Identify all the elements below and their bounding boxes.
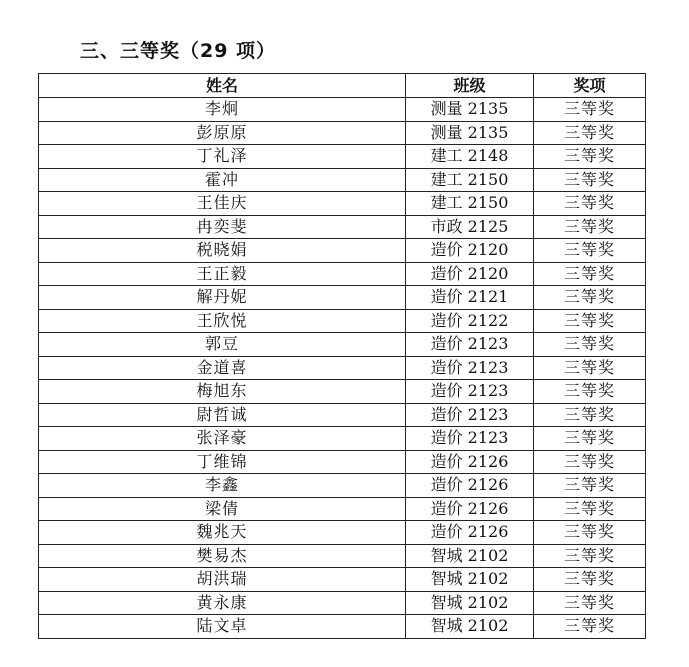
table-row (39, 262, 646, 286)
table-row (39, 98, 646, 122)
table-body (39, 98, 646, 639)
class-cell: 造价 2123 (406, 333, 534, 357)
section-title: 三、三等奖（29 项） (80, 40, 277, 62)
class-cell: 造价 2122 (406, 309, 534, 333)
award-cell: 三等奖 (534, 192, 646, 216)
class-cell: 智城 2102 (406, 568, 534, 592)
table-row (39, 286, 646, 310)
award-cell: 三等奖 (534, 497, 646, 521)
table-row (39, 168, 646, 192)
award-cell: 三等奖 (534, 474, 646, 498)
award-cell: 三等奖 (534, 309, 646, 333)
student-name-cell: 李炯 (39, 98, 406, 122)
class-cell: 智城 2102 (406, 615, 534, 639)
class-cell: 造价 2126 (406, 497, 534, 521)
student-name-cell: 王正毅 (39, 262, 406, 286)
table-row (39, 215, 646, 239)
student-name-cell: 樊易杰 (39, 544, 406, 568)
class-cell: 造价 2120 (406, 262, 534, 286)
table-row (39, 568, 646, 592)
student-name-cell: 解丹妮 (39, 286, 406, 310)
class-cell: 造价 2121 (406, 286, 534, 310)
student-name-cell: 魏兆天 (39, 521, 406, 545)
table-row (39, 192, 646, 216)
table-row (39, 121, 646, 145)
class-cell: 造价 2123 (406, 356, 534, 380)
table-row (39, 239, 646, 263)
class-cell: 造价 2126 (406, 474, 534, 498)
student-name-cell: 尉哲诚 (39, 403, 406, 427)
award-cell: 三等奖 (534, 145, 646, 169)
table-row (39, 333, 646, 357)
class-cell: 造价 2123 (406, 427, 534, 451)
award-cell: 三等奖 (534, 98, 646, 122)
table-row (39, 474, 646, 498)
award-cell: 三等奖 (534, 380, 646, 404)
table-row (39, 450, 646, 474)
student-name-cell: 梅旭东 (39, 380, 406, 404)
student-name-cell: 胡洪瑞 (39, 568, 406, 592)
student-name-cell: 王欣悦 (39, 309, 406, 333)
class-cell: 测量 2135 (406, 98, 534, 122)
class-cell: 市政 2125 (406, 215, 534, 239)
class-cell: 建工 2150 (406, 192, 534, 216)
student-name-cell: 霍冲 (39, 168, 406, 192)
class-cell: 造价 2120 (406, 239, 534, 263)
student-name-cell: 张泽豪 (39, 427, 406, 451)
award-cell: 三等奖 (534, 215, 646, 239)
student-name-cell: 梁倩 (39, 497, 406, 521)
class-cell: 造价 2123 (406, 380, 534, 404)
award-cell: 三等奖 (534, 262, 646, 286)
student-name-cell: 王佳庆 (39, 192, 406, 216)
table-row (39, 427, 646, 451)
header-class: 班级 (406, 74, 534, 98)
student-name-cell: 丁维锦 (39, 450, 406, 474)
table-row (39, 591, 646, 615)
awards-table (38, 73, 646, 639)
class-cell: 造价 2123 (406, 403, 534, 427)
class-cell: 建工 2148 (406, 145, 534, 169)
student-name-cell: 丁礼泽 (39, 145, 406, 169)
class-cell: 智城 2102 (406, 544, 534, 568)
award-cell: 三等奖 (534, 568, 646, 592)
table-row (39, 521, 646, 545)
table-header-row (39, 74, 646, 98)
student-name-cell: 冉奕斐 (39, 215, 406, 239)
table-row (39, 145, 646, 169)
award-cell: 三等奖 (534, 333, 646, 357)
table-row (39, 615, 646, 639)
table-row (39, 497, 646, 521)
award-cell: 三等奖 (534, 286, 646, 310)
award-cell: 三等奖 (534, 239, 646, 263)
award-cell: 三等奖 (534, 615, 646, 639)
award-cell: 三等奖 (534, 427, 646, 451)
table-row (39, 544, 646, 568)
class-cell: 智城 2102 (406, 591, 534, 615)
class-cell: 造价 2126 (406, 521, 534, 545)
award-cell: 三等奖 (534, 450, 646, 474)
student-name-cell: 陆文卓 (39, 615, 406, 639)
student-name-cell: 彭原原 (39, 121, 406, 145)
header-award: 奖项 (534, 74, 646, 98)
table-row (39, 356, 646, 380)
student-name-cell: 郭豆 (39, 333, 406, 357)
student-name-cell: 李鑫 (39, 474, 406, 498)
award-cell: 三等奖 (534, 356, 646, 380)
award-cell: 三等奖 (534, 521, 646, 545)
student-name-cell: 金道喜 (39, 356, 406, 380)
award-cell: 三等奖 (534, 168, 646, 192)
class-cell: 造价 2126 (406, 450, 534, 474)
table-row (39, 403, 646, 427)
student-name-cell: 黄永康 (39, 591, 406, 615)
table-row (39, 380, 646, 404)
award-cell: 三等奖 (534, 403, 646, 427)
award-cell: 三等奖 (534, 591, 646, 615)
award-cell: 三等奖 (534, 121, 646, 145)
table-row (39, 309, 646, 333)
class-cell: 测量 2135 (406, 121, 534, 145)
header-name: 姓名 (39, 74, 406, 98)
award-cell: 三等奖 (534, 544, 646, 568)
student-name-cell: 税晓娟 (39, 239, 406, 263)
class-cell: 建工 2150 (406, 168, 534, 192)
